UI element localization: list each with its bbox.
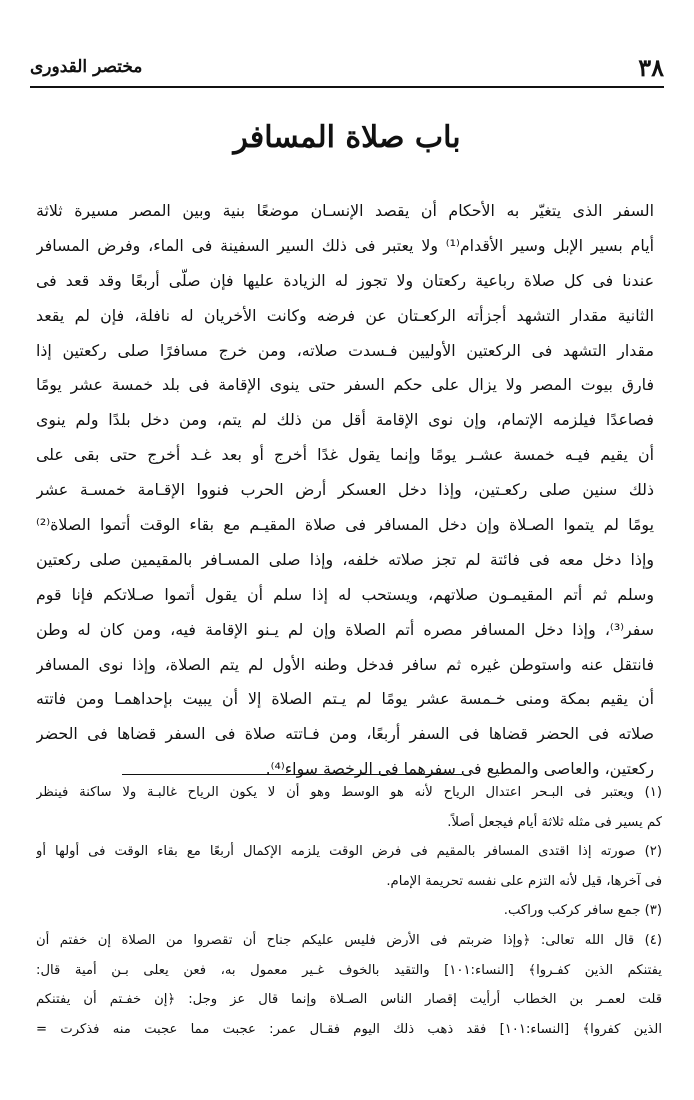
footnote-line: (٤) قال الله تعالى: ﴿وإذا ضربتم فى الأرض فليس عليكم جناح أن تقصروا من الصلاة إن خفتم أن: [36, 932, 662, 948]
footnote-line: (١) ويعتبر فى البـحر اعتدال الرياح لأنه هو الوسط وهو أن لا يكون الرياح غالبـة ولا ساكنة فينظر: [36, 785, 662, 800]
text-line: سفر⁽³⁾، وإذا دخل المسافر مصره أتم الصلاة وإن لم يـنو الإقامة فيه، ومن كان له وطن: [36, 619, 654, 639]
footnote-line: قلت لعمـر بن الخطاب أرأيت إقصار الناس الصـلاة وإنما قال عز وجل: ﴿إن خفـتم أن يفتنكم: [36, 992, 662, 1008]
footnote-line: فى آخرها، قيل لأنه التزم على نفسه تحريمة الإمام.: [386, 873, 662, 889]
text-line: مقدار التشهد فى الركعتين الأوليين فـسدت صلاته، ومن خرج مسافرًا صلى ركعتين إذا: [36, 340, 654, 360]
footnote-line: (٢) صورته إذا اقتدى المسافر بالمقيم فى فرض الوقت يلزمه الإكمال أربعًا مع بقاء الوقت فى أولها أو: [36, 844, 662, 860]
text-line: صلاته فى الحضر قضاها فى السفر أربعًا، ومن فـاتته صلاة فى السفر قضاها فى الحضر: [36, 724, 654, 744]
text-line: أن يقيم بمكة ومنى خـمسة عشر يومًا لم يـتم الصلاة إلا أن يبيت بإحداهمـا ومن فاتته: [36, 689, 654, 709]
footnotes: [36, 778, 662, 1044]
text-line: وإذا دخل معه فى فائتة لم تجز صلاته خلفه، وإذا صلى المسـافر بالمقيمين صلى ركعتين: [36, 549, 654, 569]
text-line: عندنا فى كل صلاة رباعية ركعتان ولا تجوز له الزيادة عليها فإن صلّى أربعًا وقد قعد فى: [36, 270, 654, 290]
footnote-separator: [122, 774, 462, 775]
text-line: الثانية مقدار التشهد أجزأته الركعـتان عن فرضه وكانت الأخريان له نافلة، فإن لم يقعد: [36, 305, 654, 325]
page-number: ٣٨: [638, 52, 664, 82]
footnote-line: يفتنكم الذين كفـروا﴾ [النساء:١٠١] والتقيد بالخوف غـير معمول به، فعن يعلى بـن أمية قال:: [36, 962, 662, 978]
chapter-title: باب صلاة المسافر: [233, 120, 461, 155]
footnote-line: كم يسير فى مثله ثلاثة أيام فيجعل أصلاً.: [447, 814, 662, 830]
text-line: فانتقل عنه واستوطن غيره ثم سافر فدخل وطنه الأول لم يتم الصلاة، وإذا نوى المسافر: [36, 654, 654, 674]
text-line: أن يقيم فيـه خمسة عشـر يومًا وإنما يقول غدًا أخرج أو بعد غـد أخرج حتى بقى على: [36, 445, 654, 465]
footnote-line: (٣) جمع سافر كركب وراكب.: [503, 903, 662, 919]
text-line: يومًا لم يتموا الصـلاة وإن دخل المسافر فى صلاة المقيـم مع بقاء الوقت أتموا الصلاة⁽²⁾: [36, 515, 654, 535]
text-line: فصاعدًا فيلزمه الإتمام، وإن نوى الإقامة أقل من ذلك لم يتم، ومن دخل بلدًا ولم ينوى: [36, 410, 654, 430]
text-line: أيام بسير الإبل وسير الأقدام⁽¹⁾ ولا يعتبر فى ذلك السير السفينة فى الماء، وفرض المسافر: [36, 235, 654, 255]
header-rule: [30, 86, 664, 88]
text-line: السفر الذى يتغيّر به الأحكام أن يقصد الإنسـان موضعًا بنية وبين المصر مسيرة ثلاثة: [36, 201, 654, 220]
text-line: فارق بيوت المصر ولا يزال على حكم السفر حتى ينوى الإقامة فى بلد خمسة عشر يومًا: [36, 375, 654, 395]
book-title: مختصر القدورى: [30, 57, 143, 77]
text-line: ركعتين، والعاصى والمطيع فى سفرهما فى الرخصة سواء⁽⁴⁾.: [265, 759, 654, 779]
running-header: [30, 50, 664, 84]
footnote-line: الذين كفروا﴾ [النساء:١٠١] فقد ذهب ذلك اليوم فقـال عمر: عجبت مما عجبت منه فذكرت =: [36, 1021, 662, 1037]
text-line: ذلك سنين صلى ركعـتين، وإذا دخل العسكر أرض الحرب فنووا الإقـامة خمسـة عشر: [36, 480, 654, 500]
text-line: وسلم ثم أتم المقيمـون صلاتهم، ويستحب له إذا سلم أن يقول أتموا صـلاتكم فإنا قوم: [36, 584, 654, 604]
main-text: [36, 194, 654, 787]
